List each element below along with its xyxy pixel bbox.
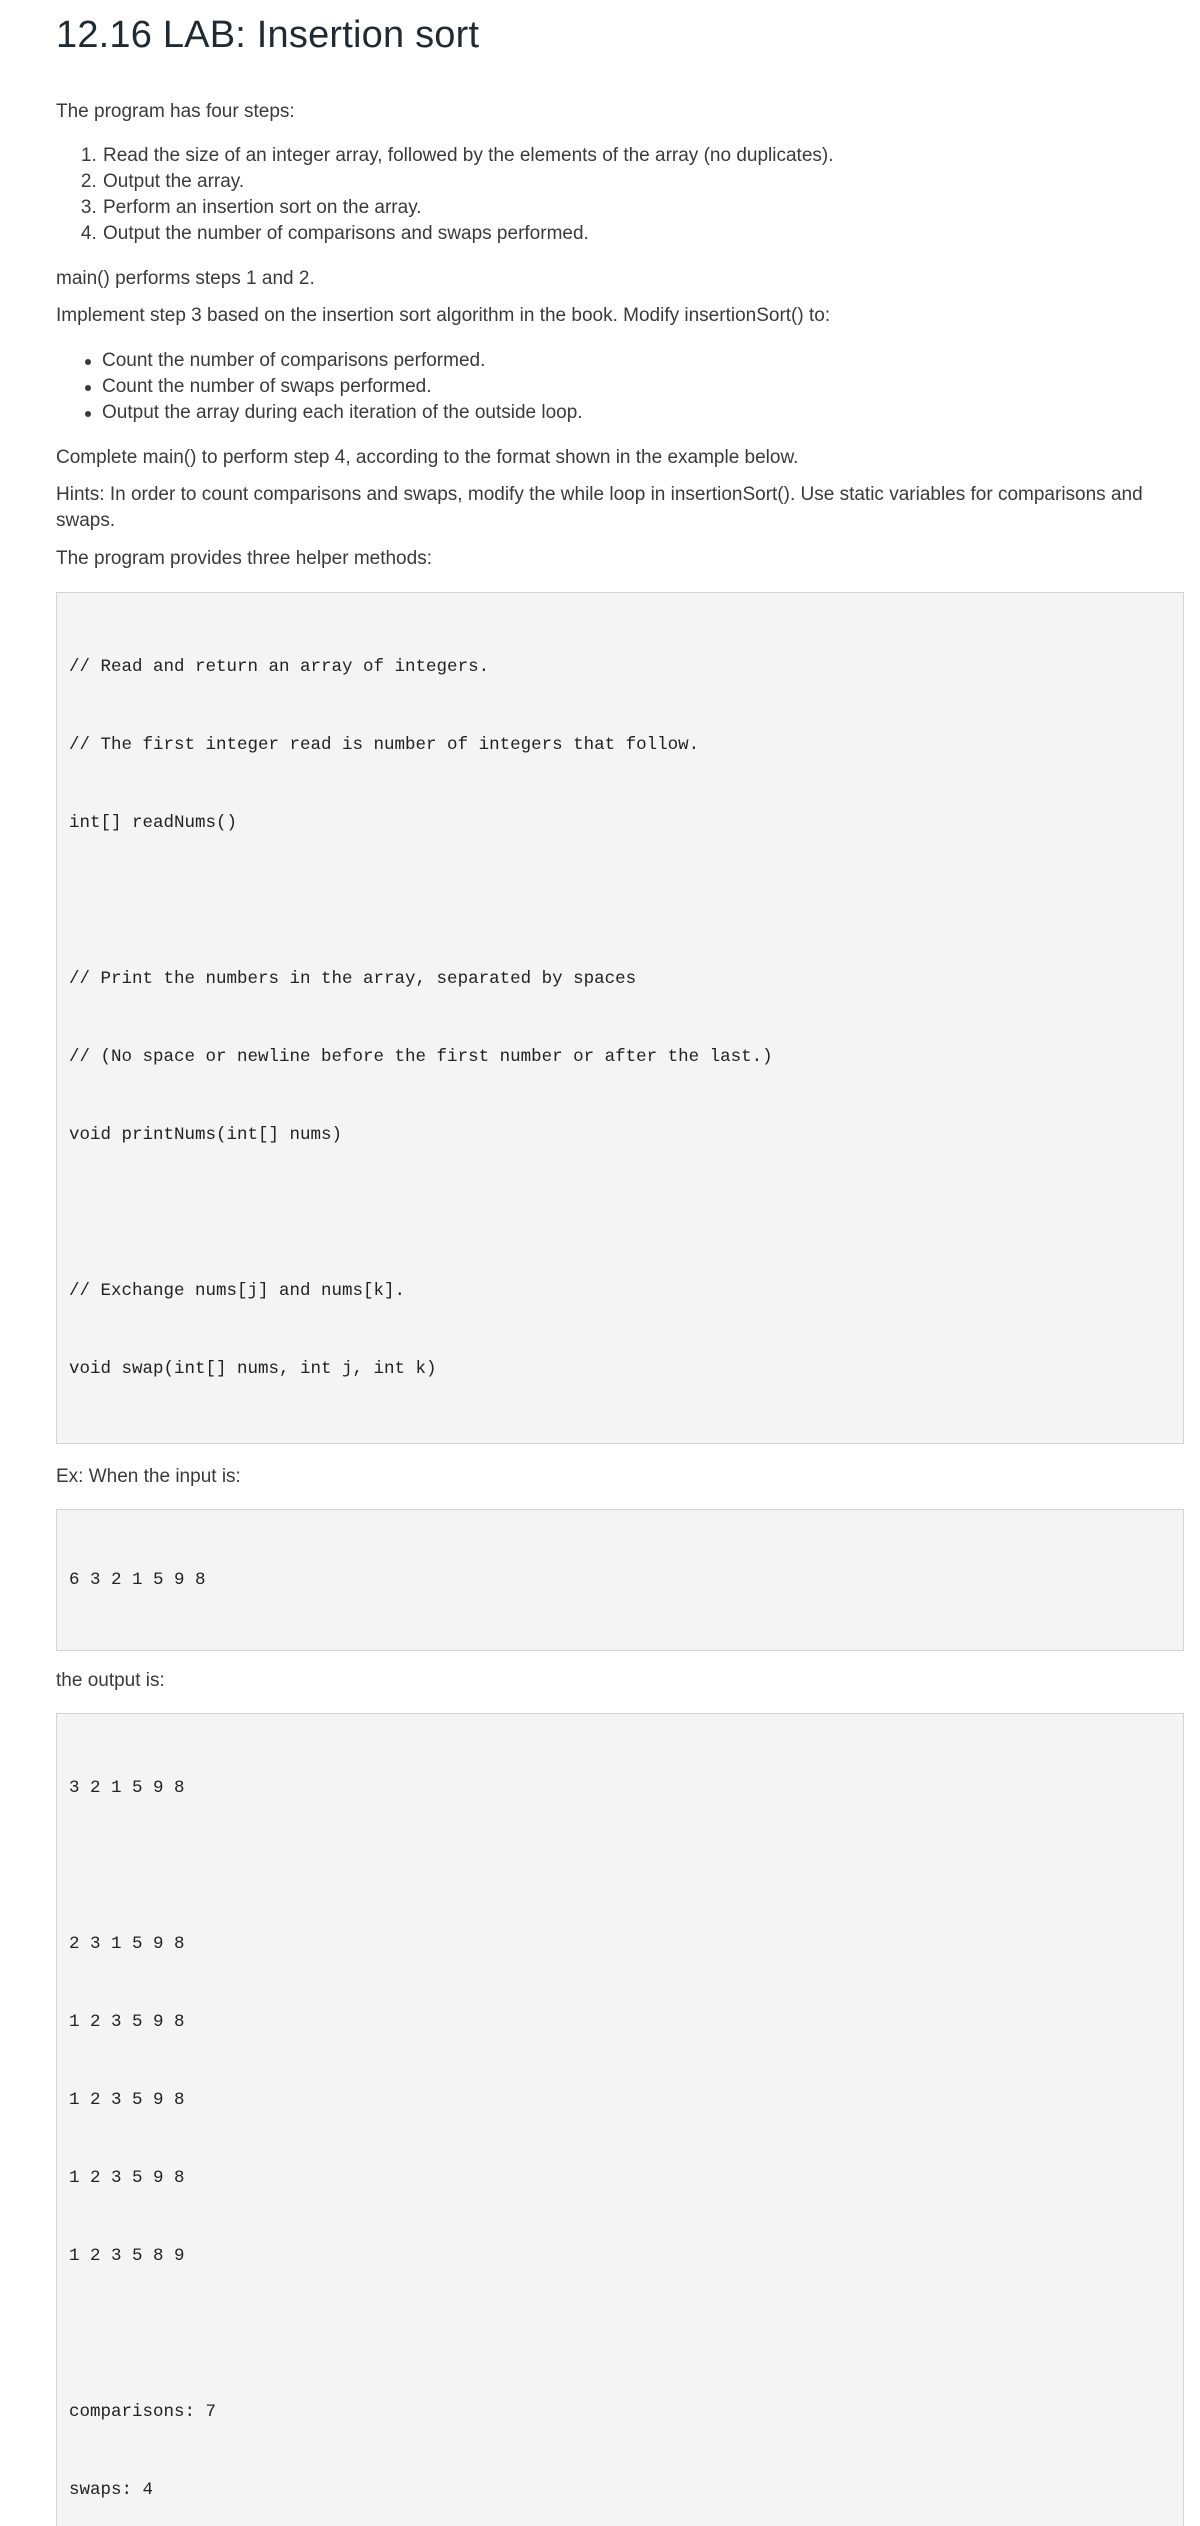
example-input-code (56, 1509, 1184, 1651)
helper-methods-code (56, 592, 1184, 1444)
code-line: 2 3 1 5 9 8 (69, 1934, 185, 1954)
code-line: 3 2 1 5 9 8 (69, 1778, 185, 1798)
code-line: 1 2 3 5 9 8 (69, 2090, 185, 2110)
main-steps-text: main() performs steps 1 and 2. (56, 268, 315, 289)
code-line: comparisons: 7 (69, 2402, 217, 2422)
code-line: void printNums(int[] nums) (69, 1125, 343, 1145)
implement-text: Implement step 3 based on the insertion sort algorithm in the book. Modify insertionSort() to: (56, 305, 831, 326)
code-line: // Print the numbers in the array, separated by spaces (69, 969, 637, 989)
complete-main-text: Complete main() to perform step 4, according to the format shown in the example below. (56, 447, 799, 468)
requirements-list (56, 348, 1200, 426)
code-line: void swap(int[] nums, int j, int k) (69, 1359, 437, 1379)
input-label: Ex: When the input is: (56, 1466, 241, 1487)
code-line: int[] readNums() (69, 813, 238, 833)
intro-text: The program has four steps: (56, 101, 295, 122)
hints-text: Hints: In order to count comparisons and swaps, modify the while loop in insertionSort(). Use static variables for comparisons and swaps. (56, 484, 1143, 531)
example-output-code (56, 1713, 1184, 2526)
code-line: // Read and return an array of integers. (69, 657, 490, 677)
code-line (69, 2321, 1171, 2347)
code-line (69, 1200, 1171, 1226)
steps-list (56, 143, 1200, 247)
requirement-item: Output the array during each iteration of the outside loop. (102, 400, 1200, 426)
helpers-intro-text: The program provides three helper methods: (56, 548, 432, 569)
step-item: 2. Output the array. (102, 169, 1200, 195)
code-line: // Exchange nums[j] and nums[k]. (69, 1281, 406, 1301)
step-item: 3. Perform an insertion sort on the array. (102, 195, 1200, 221)
code-line: swaps: 4 (69, 2480, 154, 2500)
code-line: 6 3 2 1 5 9 8 (69, 1570, 206, 1590)
requirement-item: Count the number of swaps performed. (102, 374, 1200, 400)
step-item: 1. Read the size of an integer array, followed by the elements of the array (no duplicates). (102, 143, 1200, 169)
requirement-item: Count the number of comparisons performed. (102, 348, 1200, 374)
bullet-icon (85, 359, 91, 365)
step-item: 4. Output the number of comparisons and swaps performed. (102, 221, 1200, 247)
bullet-icon (85, 385, 91, 391)
code-line (69, 1853, 1171, 1879)
code-line: 1 2 3 5 9 8 (69, 2012, 185, 2032)
code-line: // (No space or newline before the first number or after the last.) (69, 1047, 773, 1067)
code-line: 1 2 3 5 8 9 (69, 2246, 185, 2266)
output-label: the output is: (56, 1670, 165, 1691)
page-title: 12.16 LAB: Insertion sort (56, 14, 480, 56)
code-line: 1 2 3 5 9 8 (69, 2168, 185, 2188)
code-line (69, 888, 1171, 914)
code-line: // The first integer read is number of integers that follow. (69, 735, 700, 755)
bullet-icon (85, 411, 91, 417)
